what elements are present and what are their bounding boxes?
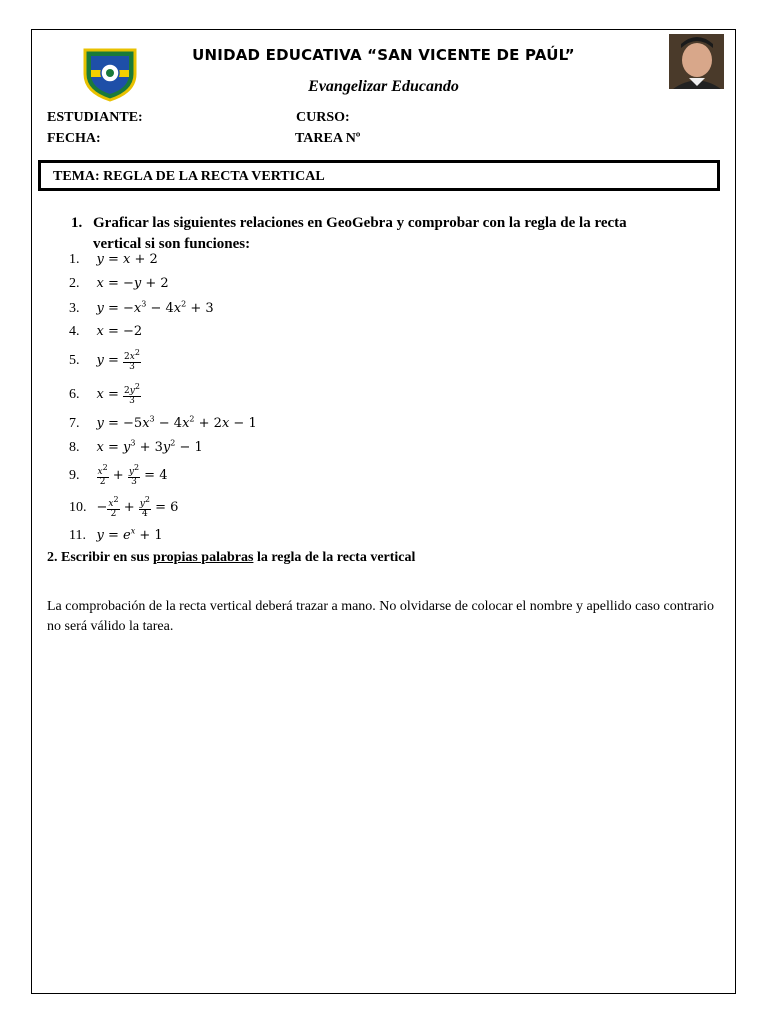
equation-number: 11. xyxy=(69,528,86,544)
equation-item xyxy=(69,415,257,432)
equation-number: 6. xyxy=(69,386,80,402)
equation-number: 10. xyxy=(69,499,87,515)
equation-number: 2. xyxy=(69,276,80,291)
equation-number: 9. xyxy=(69,467,80,483)
student-label: ESTUDIANTE: xyxy=(47,110,143,125)
school-motto: Evangelizar Educando xyxy=(308,78,459,95)
equation-number: 5. xyxy=(69,352,80,368)
equation-item xyxy=(69,252,158,268)
question-1 xyxy=(71,213,627,255)
question-2-suffix: la regla de la recta vertical xyxy=(253,550,416,565)
saint-portrait xyxy=(669,34,724,89)
equation-formula: $x = y^3 + 3y^2 - 1$ xyxy=(96,439,203,456)
equation-item xyxy=(69,527,163,544)
equation-formula: x = −2 xyxy=(96,324,143,339)
equation-formula: $y = e^x + 1$ xyxy=(96,527,163,544)
question-1-text: Graficar las siguientes relaciones en GeoGebra y comprobar con la regla de la recta xyxy=(93,215,627,231)
equation-formula: $\frac{x^2}{2}$ + $\frac{y^2}{3}$ = 4 xyxy=(97,463,168,487)
equation-formula: x = −y + 2 xyxy=(96,276,169,291)
equation-item xyxy=(69,495,178,519)
equation-formula: y = x + 2 xyxy=(96,252,158,267)
equation-item xyxy=(69,348,141,372)
question-1-number: 1. xyxy=(71,215,83,231)
equation-item xyxy=(69,276,169,292)
equation-formula: y = $\frac{2x^2}{3}$ xyxy=(96,348,140,372)
worksheet-page xyxy=(31,29,736,994)
equation-formula: − $\frac{x^2}{2}$ + $\frac{y^2}{4}$ = 6 xyxy=(96,495,179,519)
homework-number-label: TAREA Nº xyxy=(295,131,361,146)
equation-formula: $y = -x^3 - 4x^2 + 3$ xyxy=(96,300,214,317)
equation-item xyxy=(69,382,141,406)
equation-number: 3. xyxy=(69,301,80,317)
question-1-text-cont: vertical si son funciones: xyxy=(93,236,251,252)
question-2-prefix: 2. Escribir en sus xyxy=(47,550,153,565)
equation-number: 7. xyxy=(69,416,80,432)
school-name: UNIDAD EDUCATIVA “SAN VICENTE DE PAÚL” xyxy=(192,46,575,64)
instructions-note: La comprobación de la recta vertical deberá trazar a mano. No olvidarse de colocar el nombre y apellido caso contrario no será válido la tarea. xyxy=(47,599,715,634)
equation-item xyxy=(69,439,203,456)
equation-item xyxy=(69,463,167,487)
course-label: CURSO: xyxy=(296,110,350,125)
equation-formula: x = $\frac{2y^2}{3}$ xyxy=(96,382,140,406)
equation-item xyxy=(69,300,214,317)
topic-box xyxy=(38,160,720,191)
question-2 xyxy=(47,550,415,566)
equation-formula: $y = -5x^3 - 4x^2 + 2x - 1$ xyxy=(96,415,257,432)
equation-number: 4. xyxy=(69,324,80,339)
question-2-underlined: propias palabras xyxy=(152,550,254,565)
equation-item xyxy=(69,324,142,340)
date-label: FECHA: xyxy=(47,131,101,146)
equation-number: 1. xyxy=(69,252,80,267)
topic-title: TEMA: REGLA DE LA RECTA VERTICAL xyxy=(53,169,325,184)
equation-number: 8. xyxy=(69,440,80,456)
